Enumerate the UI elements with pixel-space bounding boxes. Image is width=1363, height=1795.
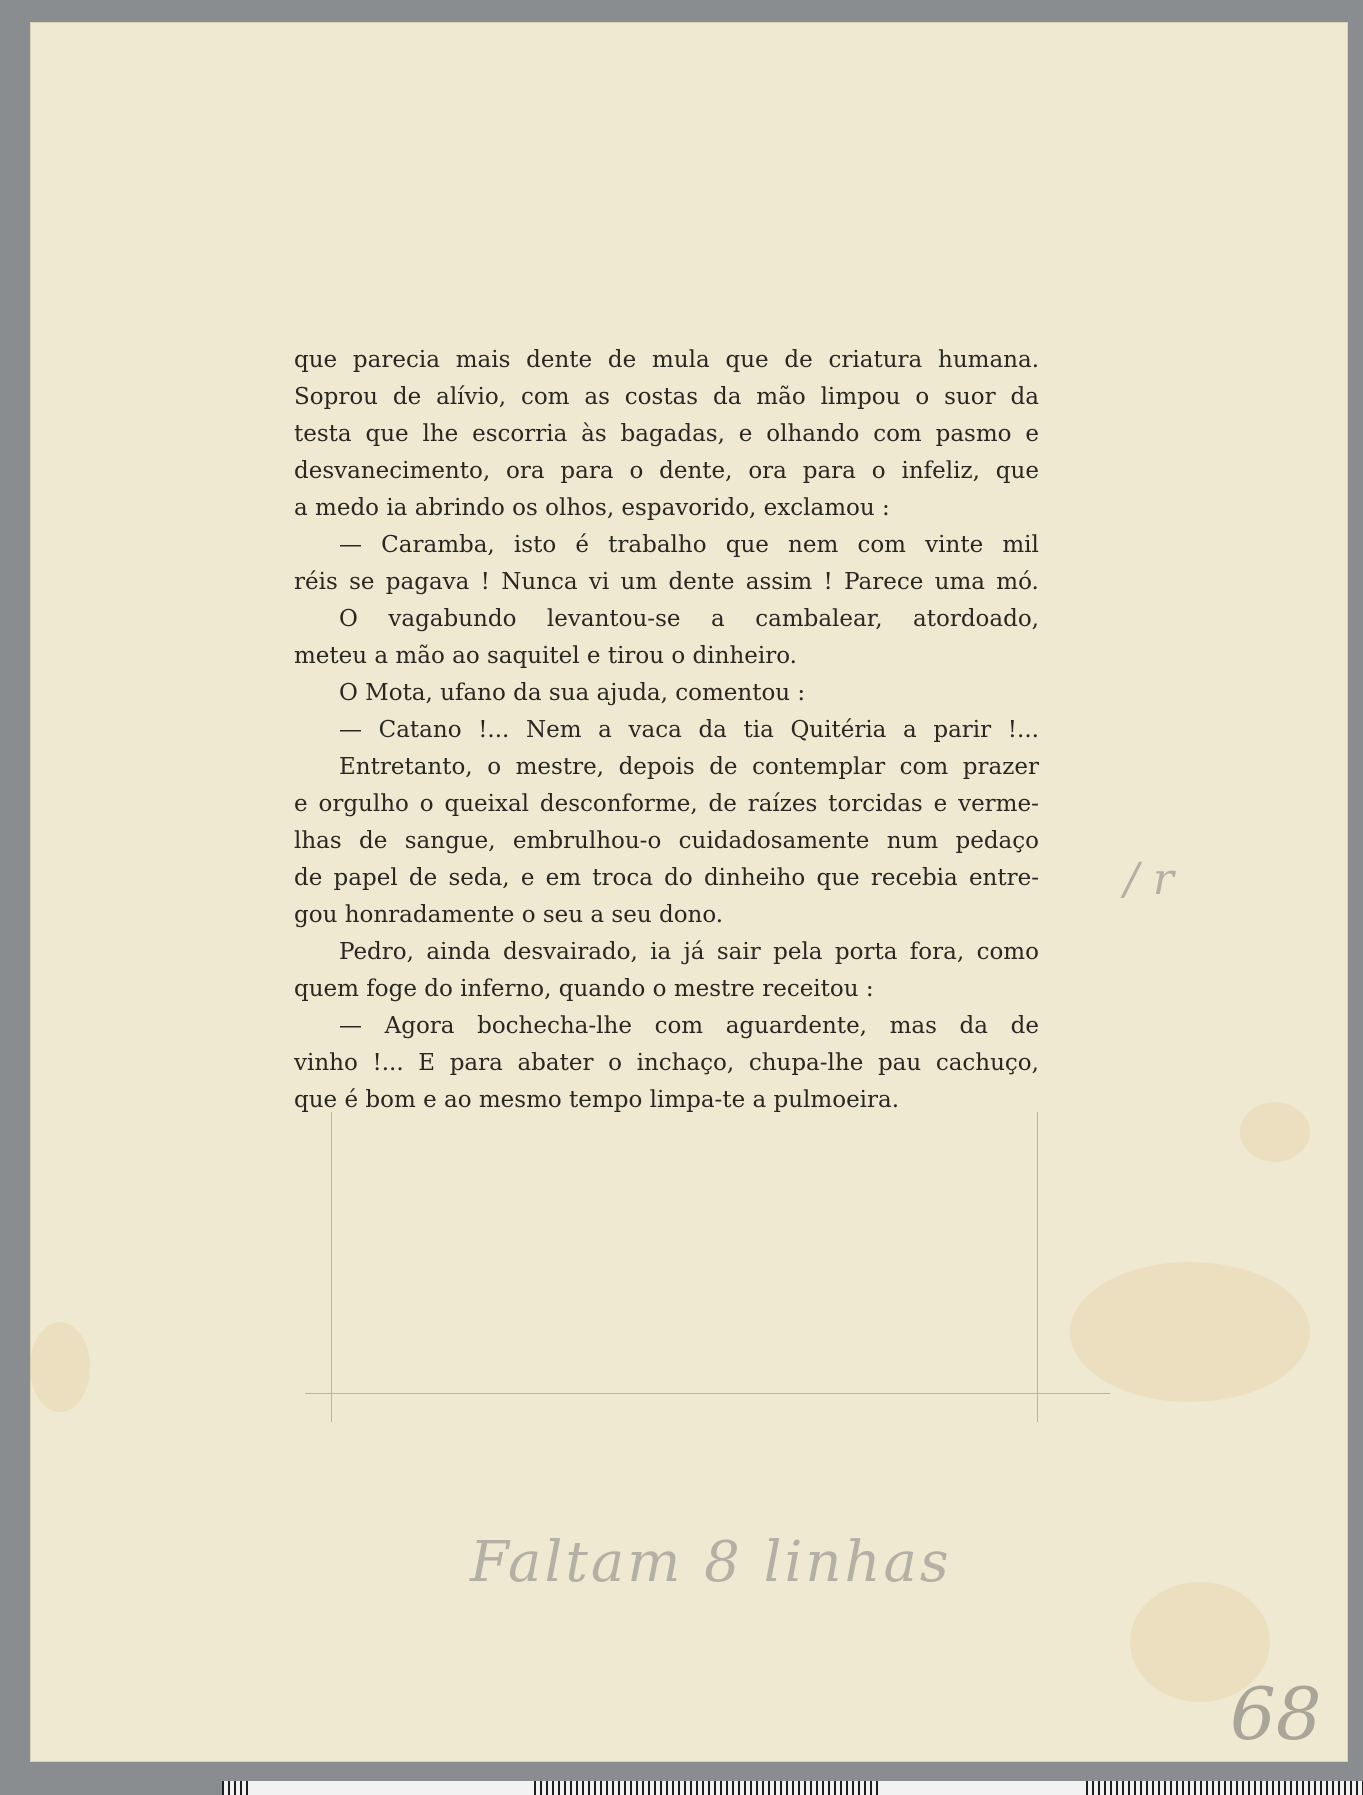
text-line	[294, 934, 1039, 971]
word: mestre,	[515, 754, 604, 780]
word: desconforme,	[539, 791, 698, 817]
word: mais	[455, 347, 511, 373]
word: !...	[478, 717, 510, 743]
word: já	[683, 939, 705, 965]
text-line	[294, 1045, 1039, 1082]
word: é	[575, 532, 589, 558]
word: —	[339, 717, 362, 743]
word: !...	[372, 1050, 404, 1076]
word: que	[365, 421, 409, 447]
word: aguardente,	[725, 1013, 867, 1039]
word: da	[1010, 384, 1039, 410]
word: uma	[934, 569, 985, 595]
page-number: 68	[1230, 1672, 1322, 1756]
word: Pedro,	[339, 939, 414, 965]
word: entre-	[968, 865, 1039, 891]
word: assim	[745, 569, 813, 595]
word: um	[620, 569, 658, 595]
word: pau	[877, 1050, 922, 1076]
word: cachuço,	[935, 1050, 1039, 1076]
word: as	[584, 384, 610, 410]
word: ainda	[426, 939, 491, 965]
word: abater	[517, 1050, 594, 1076]
word: de	[294, 865, 323, 891]
word: costas	[624, 384, 699, 410]
text-line	[294, 897, 1039, 934]
word: da	[712, 384, 742, 410]
text-line	[294, 601, 1039, 638]
word: mó.	[996, 569, 1039, 595]
text-line-content: a medo ia abrindo os olhos, espavorido, exclamou :	[294, 495, 890, 521]
word: !...	[1007, 717, 1039, 743]
text-line	[294, 379, 1039, 416]
word: o	[629, 458, 644, 484]
text-line	[294, 490, 1039, 527]
text-line	[294, 416, 1039, 453]
word: O	[339, 606, 358, 632]
word: com	[857, 532, 906, 558]
word: torcidas	[828, 791, 923, 817]
word: pasmo	[935, 421, 1012, 447]
word: infeliz,	[901, 458, 980, 484]
word: alívio,	[436, 384, 507, 410]
word: bagadas,	[620, 421, 725, 447]
paste-up-frame-right	[1037, 1112, 1038, 1422]
word: trabalho	[608, 532, 707, 558]
word: de	[359, 828, 388, 854]
word: Soprou	[294, 384, 378, 410]
word: troca	[592, 865, 653, 891]
word: nem	[788, 532, 839, 558]
text-line	[294, 971, 1039, 1008]
word: Quitéria	[790, 717, 887, 743]
word: para	[560, 458, 614, 484]
word: Nunca	[501, 569, 578, 595]
word: de	[708, 791, 737, 817]
word: desvanecimento,	[294, 458, 491, 484]
paste-up-frame-bottom	[305, 1393, 1110, 1394]
word: vaca	[628, 717, 682, 743]
margin-mark: / r	[1124, 854, 1174, 905]
word: dente,	[659, 458, 733, 484]
word: de	[607, 347, 637, 373]
word: Nem	[526, 717, 582, 743]
text-line	[294, 453, 1039, 490]
word: Entretanto,	[339, 754, 473, 780]
word: atordoado,	[913, 606, 1039, 632]
word: ia	[650, 939, 672, 965]
word: tia	[743, 717, 774, 743]
text-line-content: quem foge do inferno, quando o mestre receitou :	[294, 976, 874, 1002]
word: olhando	[766, 421, 860, 447]
text-line-content: O Mota, ufano da sua ajuda, comentou :	[339, 680, 806, 706]
word: testa	[294, 421, 352, 447]
word: às	[581, 421, 607, 447]
text-line	[294, 564, 1039, 601]
word: isto	[513, 532, 557, 558]
word: embrulhou-o	[512, 828, 662, 854]
word: lhe	[422, 421, 459, 447]
word: mas	[889, 1013, 937, 1039]
word: —	[339, 1013, 362, 1039]
word: papel	[333, 865, 398, 891]
body-text	[294, 342, 1039, 1119]
word: o	[487, 754, 502, 780]
word: como	[976, 939, 1039, 965]
text-line	[294, 712, 1039, 749]
word: vi	[588, 569, 610, 595]
word: pedaço	[955, 828, 1039, 854]
word: com	[654, 1013, 704, 1039]
word: parecia	[352, 347, 440, 373]
word: !	[480, 569, 490, 595]
text-line-content: gou honradamente o seu a seu dono.	[294, 902, 724, 928]
word: sair	[716, 939, 761, 965]
word: num	[886, 828, 939, 854]
text-line	[294, 749, 1039, 786]
word: bochecha-lhe	[477, 1013, 632, 1039]
word: mula	[652, 347, 710, 373]
word: ora	[748, 458, 787, 484]
word: da	[698, 717, 727, 743]
word: a	[711, 606, 725, 632]
word: com	[873, 421, 922, 447]
scale-bar	[222, 1781, 1363, 1795]
word: e	[738, 421, 753, 447]
word: mão	[756, 384, 806, 410]
word: pagava	[385, 569, 470, 595]
word: de	[392, 384, 422, 410]
word: escorria	[472, 421, 568, 447]
paste-up-frame-left	[331, 1112, 332, 1422]
word: porta	[834, 939, 898, 965]
word: contemplar	[752, 754, 886, 780]
word: desvairado,	[503, 939, 638, 965]
word: dente	[526, 347, 593, 373]
text-line	[294, 786, 1039, 823]
word: dinheiho	[703, 865, 806, 891]
word: Agora	[384, 1013, 455, 1039]
word: orgulho	[318, 791, 409, 817]
word: prazer	[962, 754, 1039, 780]
word: cambalear,	[755, 606, 883, 632]
word: recebia	[870, 865, 958, 891]
word: ora	[506, 458, 545, 484]
word: a	[598, 717, 612, 743]
word: dente	[668, 569, 735, 595]
word: de	[408, 865, 438, 891]
text-line	[294, 1008, 1039, 1045]
word: com	[899, 754, 949, 780]
word: e	[933, 791, 948, 817]
word: réis	[294, 569, 338, 595]
word: se	[349, 569, 375, 595]
word: criatura	[828, 347, 923, 373]
text-line	[294, 1082, 1039, 1119]
word: e	[1025, 421, 1039, 447]
word: levantou-se	[546, 606, 681, 632]
word: humana.	[938, 347, 1039, 373]
word: que	[995, 458, 1039, 484]
word: parir	[933, 717, 992, 743]
word: o	[419, 791, 434, 817]
word: mil	[1002, 532, 1039, 558]
word: com	[520, 384, 570, 410]
word: fora,	[909, 939, 965, 965]
word: Parece	[844, 569, 924, 595]
word: Caramba,	[381, 532, 495, 558]
word: o	[915, 384, 930, 410]
text-line	[294, 342, 1039, 379]
word: de	[784, 347, 813, 373]
word: pela	[773, 939, 823, 965]
word: para	[449, 1050, 503, 1076]
word: seda,	[448, 865, 510, 891]
word: !	[823, 569, 833, 595]
word: que	[725, 532, 769, 558]
word: sangue,	[404, 828, 496, 854]
word: verme-	[958, 791, 1039, 817]
word: em	[545, 865, 582, 891]
word: limpou	[820, 384, 901, 410]
word: e	[520, 865, 535, 891]
word: queixal	[444, 791, 530, 817]
text-line	[294, 823, 1039, 860]
text-line-content: meteu a mão ao saquitel e tirou o dinheiro.	[294, 643, 797, 669]
word: inchaço,	[636, 1050, 735, 1076]
word: que	[294, 347, 338, 373]
word: chupa-lhe	[748, 1050, 864, 1076]
word: raízes	[747, 791, 818, 817]
word: depois	[618, 754, 695, 780]
word: cuidadosamente	[678, 828, 870, 854]
word: E	[418, 1050, 436, 1076]
word: e	[294, 791, 308, 817]
missing-lines-note: Faltam 8 linhas	[470, 1530, 952, 1595]
word: da	[959, 1013, 988, 1039]
word: para	[802, 458, 856, 484]
word: que	[725, 347, 769, 373]
text-line	[294, 638, 1039, 675]
word: o	[871, 458, 886, 484]
word: do	[664, 865, 693, 891]
word: que	[816, 865, 860, 891]
word: o	[608, 1050, 622, 1076]
word: suor	[944, 384, 996, 410]
word: —	[339, 532, 362, 558]
word: lhas	[294, 828, 342, 854]
text-line-content: que é bom e ao mesmo tempo limpa-te a pulmoeira.	[294, 1087, 900, 1113]
word: de	[1010, 1013, 1039, 1039]
word: vinte	[925, 532, 984, 558]
text-line	[294, 527, 1039, 564]
text-line	[294, 675, 1039, 712]
word: Catano	[378, 717, 462, 743]
word: vinho	[294, 1050, 358, 1076]
word: de	[709, 754, 738, 780]
word: a	[903, 717, 917, 743]
text-line	[294, 860, 1039, 897]
word: vagabundo	[388, 606, 517, 632]
